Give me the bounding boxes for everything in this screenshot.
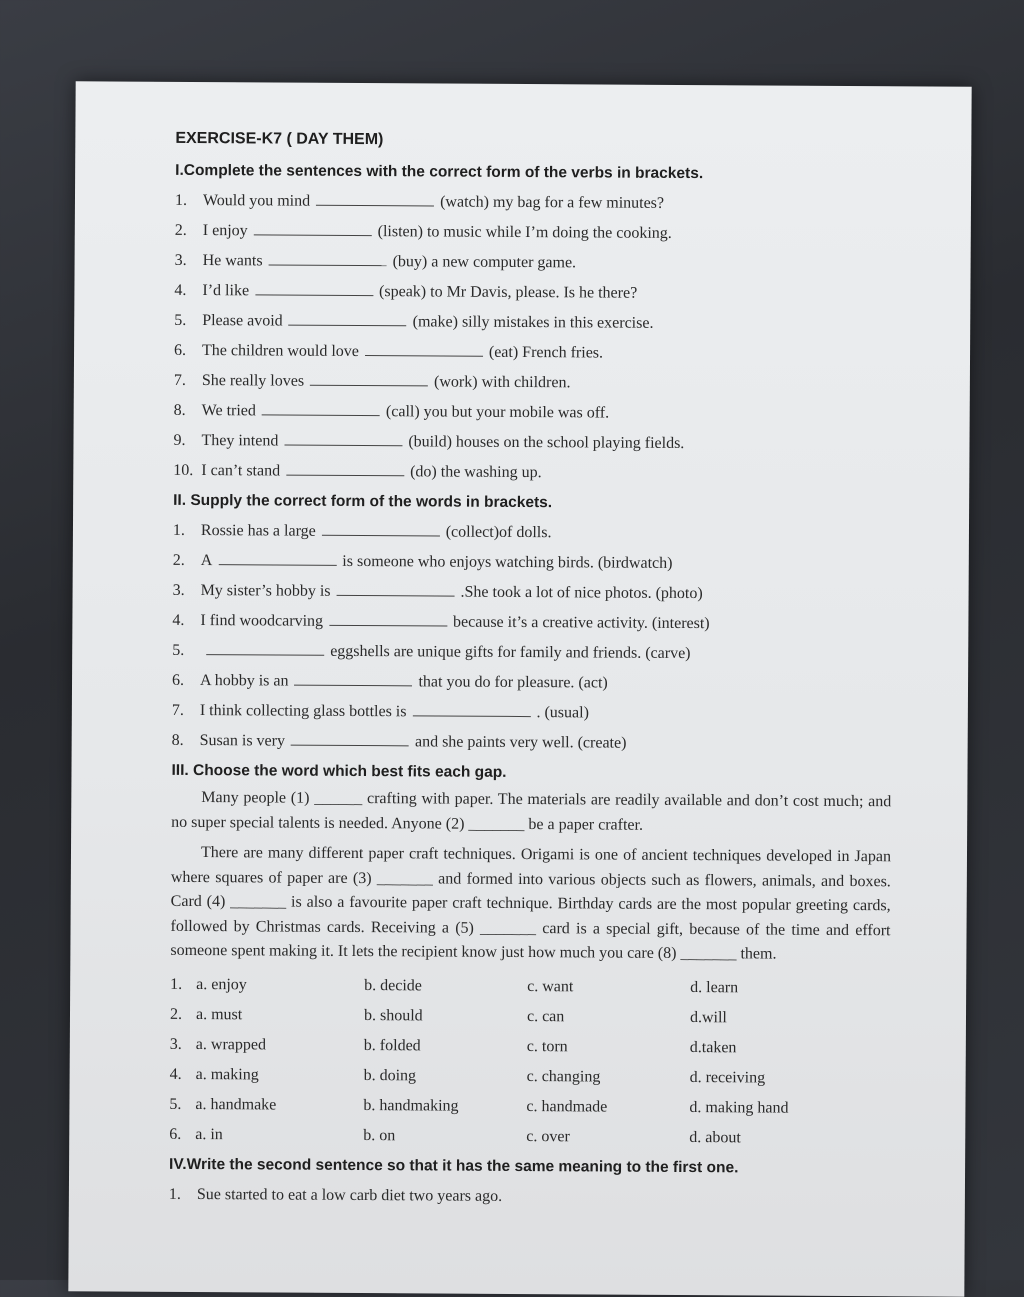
option-c: c. can xyxy=(526,1007,565,1025)
exercise-item xyxy=(173,426,893,460)
answer-blank xyxy=(412,699,530,717)
answer-blank xyxy=(329,609,447,627)
question-number: 2. xyxy=(169,1005,183,1023)
exercise-item xyxy=(172,636,892,670)
answer-blank xyxy=(294,669,412,687)
answer-blank xyxy=(269,248,387,266)
item-text-after: (speak) to Mr Davis, please. Is he there? xyxy=(379,283,638,302)
item-text-before: I find woodcarving xyxy=(200,612,324,630)
exercise-item xyxy=(173,516,893,550)
exercise-item xyxy=(173,456,893,490)
item-number: 2. xyxy=(174,221,187,239)
exercise-item xyxy=(173,546,893,580)
option-row xyxy=(169,1089,889,1123)
item-text-after: and she paints very well. (create) xyxy=(414,733,627,752)
item-text-before: He wants xyxy=(202,252,263,270)
answer-blank xyxy=(218,548,336,566)
item-number: 3. xyxy=(172,581,185,599)
item-text-after: .She took a lot of nice photos. (photo) xyxy=(460,583,703,603)
exercise-item xyxy=(172,726,892,760)
item-text-before: Please avoid xyxy=(202,312,283,330)
option-a: a. in xyxy=(195,1125,223,1143)
exercise-item xyxy=(174,306,894,340)
worksheet-paper xyxy=(68,81,971,1296)
item-text-before: She really loves xyxy=(201,372,305,390)
answer-blank xyxy=(291,729,409,747)
item-number: 9. xyxy=(173,431,186,449)
item-text-after: (collect)of dolls. xyxy=(445,523,552,542)
exercise-item xyxy=(172,666,892,700)
answer-blank xyxy=(365,339,483,357)
item-number: 8. xyxy=(171,731,184,749)
exercise-item xyxy=(175,186,895,220)
option-b: b. decide xyxy=(364,976,422,994)
section-2-heading: II. Supply the correct form of the words in brackets. xyxy=(173,491,553,512)
answer-blank xyxy=(289,309,407,327)
worksheet-content xyxy=(169,130,896,1214)
item-text: Sue started to eat a low carb diet two years ago. xyxy=(196,1185,503,1205)
answer-blank xyxy=(286,459,404,477)
option-a: a. enjoy xyxy=(196,975,247,993)
item-text-after: (listen) to music while I’m doing the cooking. xyxy=(377,223,672,242)
item-number: 1. xyxy=(172,521,186,539)
option-c: c. handmade xyxy=(526,1097,608,1116)
option-row xyxy=(170,1029,890,1063)
exercise-item xyxy=(175,246,895,280)
option-a: a. making xyxy=(195,1065,259,1083)
item-text-after: is someone who enjoys watching birds. (birdwatch) xyxy=(342,552,673,572)
item-text-before: I can’t stand xyxy=(201,462,281,480)
option-b: b. on xyxy=(363,1126,396,1144)
item-text-before: My sister’s hobby is xyxy=(200,582,331,600)
answer-blank xyxy=(337,579,455,597)
item-number: 3. xyxy=(174,251,187,269)
option-row xyxy=(169,1119,889,1153)
item-text-after: (eat) French fries. xyxy=(488,343,604,362)
option-d: d. learn xyxy=(690,978,739,996)
item-text-after: (work) with children. xyxy=(434,373,571,392)
item-text-after: because it’s a creative activity. (interest) xyxy=(452,613,710,633)
answer-options xyxy=(169,969,890,1153)
item-text-after: (watch) my bag for a few minutes? xyxy=(440,193,665,212)
item-text-after: (do) the washing up. xyxy=(410,463,542,482)
section-4-heading: IV.Write the second sentence so that it has the same meaning to the first one. xyxy=(169,1155,739,1176)
item-text-before: We tried xyxy=(201,402,256,420)
answer-blank xyxy=(255,278,373,296)
answer-blank xyxy=(310,369,428,387)
item-text-after: (buy) a new computer game. xyxy=(392,253,577,272)
answer-blank xyxy=(322,519,440,537)
item-text-after: (call) you but your mobile was off. xyxy=(385,403,610,422)
option-d: d. receiving xyxy=(689,1068,766,1087)
exercise-item xyxy=(173,576,893,610)
item-text-before: The children would love xyxy=(202,342,359,361)
item-number: 7. xyxy=(171,701,184,719)
item-text-before: Would you mind xyxy=(202,192,311,210)
item-text-before: I enjoy xyxy=(202,222,248,240)
exercise-item xyxy=(174,276,894,310)
item-number: 4. xyxy=(174,281,187,299)
item-number: 6. xyxy=(171,671,185,689)
rewrite-item xyxy=(169,1179,889,1213)
item-number: 2. xyxy=(172,551,185,569)
section-3-heading: III. Choose the word which best fits each gap. xyxy=(171,761,507,781)
section-1-list xyxy=(173,186,895,490)
section-2-list xyxy=(172,516,893,760)
section-1-heading: I.Complete the sentences with the correct form of the verbs in brackets. xyxy=(175,161,704,183)
option-a: a. wrapped xyxy=(195,1035,267,1053)
option-b: b. folded xyxy=(363,1036,421,1054)
item-text-after: eggshells are unique gifts for family and friends. (carve) xyxy=(330,642,691,663)
item-number: 7. xyxy=(173,371,186,389)
item-number: 8. xyxy=(173,401,186,419)
worksheet-title: EXERCISE-K7 ( DAY THEM) xyxy=(175,129,384,149)
option-c: c. want xyxy=(527,977,574,995)
question-number: 5. xyxy=(169,1095,182,1113)
option-d: d. about xyxy=(689,1128,741,1146)
exercise-item xyxy=(174,336,894,370)
item-number: 10. xyxy=(173,461,194,480)
answer-blank xyxy=(254,218,372,236)
question-number: 3. xyxy=(169,1035,182,1053)
answer-blank xyxy=(284,429,402,447)
option-b: b. handmaking xyxy=(363,1096,459,1115)
option-d: d.will xyxy=(689,1008,727,1026)
item-number: 1. xyxy=(168,1185,181,1203)
item-text-before: Rossie has a large xyxy=(200,522,316,540)
item-number: 5. xyxy=(172,641,185,659)
answer-blank xyxy=(316,189,434,207)
item-text-before: They intend xyxy=(201,432,279,450)
option-c: c. changing xyxy=(526,1067,601,1085)
option-b: b. doing xyxy=(363,1066,417,1084)
question-number: 1. xyxy=(170,975,183,993)
cloze-paragraph-2: There are many different paper craft techniques. Origami is one of ancient techniques developed in Japan where squares of paper are (3) _______ and formed into various objects such as flowers, animals, and boxes. Card (4) _______ is also a favourite paper craft technique. Birthday cards are the most popular greeting cards, followed by Christmas cards. Receiving a (5) _______ card is a special gift, because of the time and effort someone spent making it. It lets the recipient know just how much you care (8) _______ them. xyxy=(170,844,892,963)
cloze-paragraph-1: Many people (1) ______ crafting with paper. The materials are readily available and don’t cost much; and no super special talents is needed. Anyone (2) _______ be a paper crafter. xyxy=(171,789,892,834)
exercise-item xyxy=(174,396,894,430)
item-text-after: that you do for pleasure. (act) xyxy=(418,673,608,692)
item-text-before: I’d like xyxy=(202,282,250,300)
exercise-item xyxy=(172,606,892,640)
option-d: d. making hand xyxy=(689,1098,789,1117)
answer-blank xyxy=(206,638,324,656)
exercise-item xyxy=(175,216,895,250)
question-number: 6. xyxy=(169,1125,182,1143)
item-number: 1. xyxy=(174,191,188,209)
option-row xyxy=(170,999,890,1033)
item-text-before: I think collecting glass bottles is xyxy=(199,702,407,721)
option-row xyxy=(170,1059,890,1093)
item-text-after: . (usual) xyxy=(536,704,589,722)
exercise-item xyxy=(174,366,894,400)
item-text-after: (build) houses on the school playing fields. xyxy=(408,433,685,452)
item-text-before: Susan is very xyxy=(199,732,286,750)
option-d: d.taken xyxy=(689,1038,737,1056)
item-text-before: A xyxy=(200,552,213,570)
option-a: a. handmake xyxy=(195,1095,277,1114)
option-c: c. over xyxy=(526,1127,570,1145)
option-a: a. must xyxy=(195,1005,243,1023)
exercise-item xyxy=(172,696,892,730)
option-row xyxy=(170,969,890,1003)
option-c: c. torn xyxy=(526,1037,568,1055)
option-b: b. should xyxy=(363,1006,423,1024)
item-text-before: A hobby is an xyxy=(199,672,289,690)
item-number: 5. xyxy=(174,311,187,329)
item-number: 6. xyxy=(174,341,187,359)
item-number: 4. xyxy=(172,611,185,629)
answer-blank xyxy=(262,398,380,416)
question-number: 4. xyxy=(169,1065,182,1083)
item-text-after: (make) silly mistakes in this exercise. xyxy=(412,313,654,332)
